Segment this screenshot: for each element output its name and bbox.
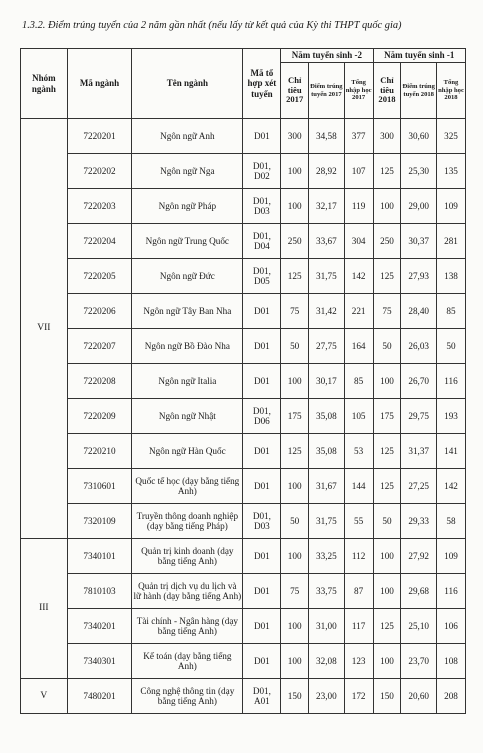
combo-cell: D01: [243, 469, 281, 504]
enroll-2018-cell: 58: [436, 504, 465, 539]
header-quota-2017: Chỉ tiêu 2017: [281, 63, 309, 119]
table-row: [21, 469, 466, 504]
table-row: [21, 259, 466, 294]
name-cell: Ngôn ngữ Hàn Quốc: [132, 434, 243, 469]
header-year-1: Năm tuyển sinh -1: [373, 49, 465, 63]
enroll-2017-cell: 172: [344, 679, 373, 714]
quota-2017-cell: 125: [281, 434, 309, 469]
combo-cell: D01: [243, 574, 281, 609]
table-row: [21, 609, 466, 644]
enroll-2018-cell: 141: [436, 434, 465, 469]
name-cell: Ngôn ngữ Nga: [132, 154, 243, 189]
name-cell: Ngôn ngữ Pháp: [132, 189, 243, 224]
quota-2017-cell: 75: [281, 294, 309, 329]
name-cell: Quản trị dịch vụ du lịch và lữ hành (dạy bằng tiếng Anh): [132, 574, 243, 609]
code-cell: 7220203: [67, 189, 132, 224]
enroll-2018-cell: 106: [436, 609, 465, 644]
code-cell: 7220202: [67, 154, 132, 189]
quota-2018-cell: 150: [373, 679, 401, 714]
name-cell: Ngôn ngữ Anh: [132, 119, 243, 154]
quota-2017-cell: 75: [281, 574, 309, 609]
score-2018-cell: 29,75: [401, 399, 437, 434]
quota-2017-cell: 100: [281, 609, 309, 644]
score-2018-cell: 23,70: [401, 644, 437, 679]
code-cell: 7340301: [67, 644, 132, 679]
code-cell: 7340201: [67, 609, 132, 644]
header-score-2017: Điểm trúng tuyển 2017: [309, 63, 345, 119]
enroll-2017-cell: 107: [344, 154, 373, 189]
combo-cell: D01: [243, 119, 281, 154]
name-cell: Công nghệ thông tin (dạy bằng tiếng Anh): [132, 679, 243, 714]
score-2017-cell: 23,00: [309, 679, 345, 714]
enroll-2018-cell: 138: [436, 259, 465, 294]
name-cell: Kế toán (dạy bằng tiếng Anh): [132, 644, 243, 679]
name-cell: Ngôn ngữ Italia: [132, 364, 243, 399]
enroll-2017-cell: 117: [344, 609, 373, 644]
combo-cell: D01, D06: [243, 399, 281, 434]
enroll-2017-cell: 105: [344, 399, 373, 434]
quota-2018-cell: 125: [373, 434, 401, 469]
section-heading: 1.3.2. Điểm trúng tuyển của 2 năm gần nhất (nếu lấy từ kết quả của Kỳ thi THPT quốc gia): [22, 20, 402, 31]
quota-2018-cell: 100: [373, 539, 401, 574]
header-quota-2018: Chỉ tiêu 2018: [373, 63, 401, 119]
quota-2017-cell: 50: [281, 329, 309, 364]
quota-2017-cell: 100: [281, 469, 309, 504]
score-2017-cell: 31,75: [309, 504, 345, 539]
table-row: [21, 434, 466, 469]
combo-cell: D01: [243, 644, 281, 679]
quota-2018-cell: 50: [373, 504, 401, 539]
header-name: Tên ngành: [132, 49, 243, 119]
quota-2018-cell: 300: [373, 119, 401, 154]
table-row: [21, 539, 466, 574]
enroll-2018-cell: 208: [436, 679, 465, 714]
score-2018-cell: 30,37: [401, 224, 437, 259]
header-enroll-2017: Tổng nhập học 2017: [344, 63, 373, 119]
enroll-2017-cell: 119: [344, 189, 373, 224]
code-cell: 7810103: [67, 574, 132, 609]
quota-2018-cell: 175: [373, 399, 401, 434]
name-cell: Quản trị kinh doanh (dạy bằng tiếng Anh): [132, 539, 243, 574]
score-2017-cell: 33,25: [309, 539, 345, 574]
enroll-2017-cell: 87: [344, 574, 373, 609]
combo-cell: D01, D03: [243, 189, 281, 224]
quota-2018-cell: 50: [373, 329, 401, 364]
score-2017-cell: 35,08: [309, 399, 345, 434]
quota-2018-cell: 125: [373, 259, 401, 294]
code-cell: 7320109: [67, 504, 132, 539]
score-2018-cell: 31,37: [401, 434, 437, 469]
score-2017-cell: 27,75: [309, 329, 345, 364]
code-cell: 7220201: [67, 119, 132, 154]
name-cell: Truyền thông doanh nghiệp (dạy bằng tiếng Pháp): [132, 504, 243, 539]
group-cell: VII: [21, 119, 68, 539]
score-2018-cell: 28,40: [401, 294, 437, 329]
score-2017-cell: 32,17: [309, 189, 345, 224]
table-row: [21, 224, 466, 259]
combo-cell: D01, D04: [243, 224, 281, 259]
enroll-2017-cell: 85: [344, 364, 373, 399]
quota-2017-cell: 125: [281, 259, 309, 294]
code-cell: 7220207: [67, 329, 132, 364]
enroll-2017-cell: 142: [344, 259, 373, 294]
table-row: [21, 329, 466, 364]
header-enroll-2018: Tổng nhập học 2018: [436, 63, 465, 119]
score-2018-cell: 29,33: [401, 504, 437, 539]
score-2018-cell: 30,60: [401, 119, 437, 154]
admission-score-table: [20, 48, 466, 714]
quota-2018-cell: 125: [373, 154, 401, 189]
table-row: [21, 364, 466, 399]
enroll-2017-cell: 53: [344, 434, 373, 469]
name-cell: Quốc tế học (dạy bằng tiếng Anh): [132, 469, 243, 504]
enroll-2018-cell: 50: [436, 329, 465, 364]
quota-2018-cell: 75: [373, 294, 401, 329]
quota-2018-cell: 100: [373, 189, 401, 224]
enroll-2018-cell: 116: [436, 574, 465, 609]
enroll-2018-cell: 281: [436, 224, 465, 259]
group-cell: III: [21, 539, 68, 679]
enroll-2018-cell: 193: [436, 399, 465, 434]
enroll-2018-cell: 325: [436, 119, 465, 154]
code-cell: 7220205: [67, 259, 132, 294]
header-year-2: Năm tuyển sinh -2: [281, 49, 373, 63]
enroll-2018-cell: 109: [436, 539, 465, 574]
quota-2017-cell: 300: [281, 119, 309, 154]
quota-2018-cell: 250: [373, 224, 401, 259]
enroll-2018-cell: 109: [436, 189, 465, 224]
quota-2017-cell: 150: [281, 679, 309, 714]
combo-cell: D01, A01: [243, 679, 281, 714]
quota-2017-cell: 100: [281, 644, 309, 679]
table-row: [21, 294, 466, 329]
quota-2018-cell: 125: [373, 469, 401, 504]
score-2017-cell: 30,17: [309, 364, 345, 399]
enroll-2017-cell: 112: [344, 539, 373, 574]
enroll-2018-cell: 142: [436, 469, 465, 504]
enroll-2017-cell: 55: [344, 504, 373, 539]
quota-2017-cell: 100: [281, 539, 309, 574]
quota-2017-cell: 100: [281, 154, 309, 189]
enroll-2018-cell: 135: [436, 154, 465, 189]
score-2018-cell: 29,68: [401, 574, 437, 609]
enroll-2017-cell: 144: [344, 469, 373, 504]
combo-cell: D01, D05: [243, 259, 281, 294]
score-2017-cell: 31,67: [309, 469, 345, 504]
combo-cell: D01: [243, 434, 281, 469]
name-cell: Tài chính - Ngân hàng (dạy bằng tiếng Anh): [132, 609, 243, 644]
score-2018-cell: 26,03: [401, 329, 437, 364]
score-2017-cell: 35,08: [309, 434, 345, 469]
enroll-2017-cell: 164: [344, 329, 373, 364]
combo-cell: D01, D03: [243, 504, 281, 539]
quota-2018-cell: 100: [373, 574, 401, 609]
name-cell: Ngôn ngữ Nhật: [132, 399, 243, 434]
header-code: Mã ngành: [67, 49, 132, 119]
score-2017-cell: 31,75: [309, 259, 345, 294]
score-2017-cell: 33,67: [309, 224, 345, 259]
quota-2017-cell: 100: [281, 189, 309, 224]
table-row: [21, 119, 466, 154]
name-cell: Ngôn ngữ Bồ Đào Nha: [132, 329, 243, 364]
combo-cell: D01: [243, 329, 281, 364]
quota-2018-cell: 100: [373, 644, 401, 679]
code-cell: 7220209: [67, 399, 132, 434]
code-cell: 7340101: [67, 539, 132, 574]
table-row: [21, 574, 466, 609]
score-2017-cell: 31,00: [309, 609, 345, 644]
group-cell: V: [21, 679, 68, 714]
enroll-2017-cell: 304: [344, 224, 373, 259]
score-2017-cell: 31,42: [309, 294, 345, 329]
enroll-2017-cell: 123: [344, 644, 373, 679]
header-combo: Mã tổ hợp xét tuyển: [243, 49, 281, 119]
enroll-2018-cell: 108: [436, 644, 465, 679]
quota-2017-cell: 250: [281, 224, 309, 259]
table-row: [21, 644, 466, 679]
table-row: [21, 504, 466, 539]
enroll-2017-cell: 377: [344, 119, 373, 154]
table-row: [21, 399, 466, 434]
score-2018-cell: 29,00: [401, 189, 437, 224]
score-2018-cell: 27,25: [401, 469, 437, 504]
enroll-2018-cell: 85: [436, 294, 465, 329]
quota-2017-cell: 100: [281, 364, 309, 399]
score-2017-cell: 34,58: [309, 119, 345, 154]
enroll-2018-cell: 116: [436, 364, 465, 399]
table-row: [21, 189, 466, 224]
score-2018-cell: 26,70: [401, 364, 437, 399]
quota-2017-cell: 50: [281, 504, 309, 539]
combo-cell: D01: [243, 539, 281, 574]
quota-2018-cell: 100: [373, 364, 401, 399]
score-2018-cell: 25,10: [401, 609, 437, 644]
score-2017-cell: 28,92: [309, 154, 345, 189]
code-cell: 7310601: [67, 469, 132, 504]
score-2017-cell: 32,08: [309, 644, 345, 679]
quota-2018-cell: 125: [373, 609, 401, 644]
combo-cell: D01: [243, 609, 281, 644]
code-cell: 7220210: [67, 434, 132, 469]
code-cell: 7220206: [67, 294, 132, 329]
header-group: Nhóm ngành: [21, 49, 68, 119]
score-2018-cell: 27,93: [401, 259, 437, 294]
score-2018-cell: 25,30: [401, 154, 437, 189]
name-cell: Ngôn ngữ Tây Ban Nha: [132, 294, 243, 329]
score-2018-cell: 27,92: [401, 539, 437, 574]
code-cell: 7480201: [67, 679, 132, 714]
code-cell: 7220208: [67, 364, 132, 399]
combo-cell: D01: [243, 294, 281, 329]
name-cell: Ngôn ngữ Trung Quốc: [132, 224, 243, 259]
header-score-2018: Điểm trúng tuyển 2018: [401, 63, 437, 119]
table-row: [21, 154, 466, 189]
enroll-2017-cell: 221: [344, 294, 373, 329]
table-row: [21, 679, 466, 714]
name-cell: Ngôn ngữ Đức: [132, 259, 243, 294]
score-2017-cell: 33,75: [309, 574, 345, 609]
score-2018-cell: 20,60: [401, 679, 437, 714]
quota-2017-cell: 175: [281, 399, 309, 434]
combo-cell: D01: [243, 364, 281, 399]
code-cell: 7220204: [67, 224, 132, 259]
combo-cell: D01, D02: [243, 154, 281, 189]
